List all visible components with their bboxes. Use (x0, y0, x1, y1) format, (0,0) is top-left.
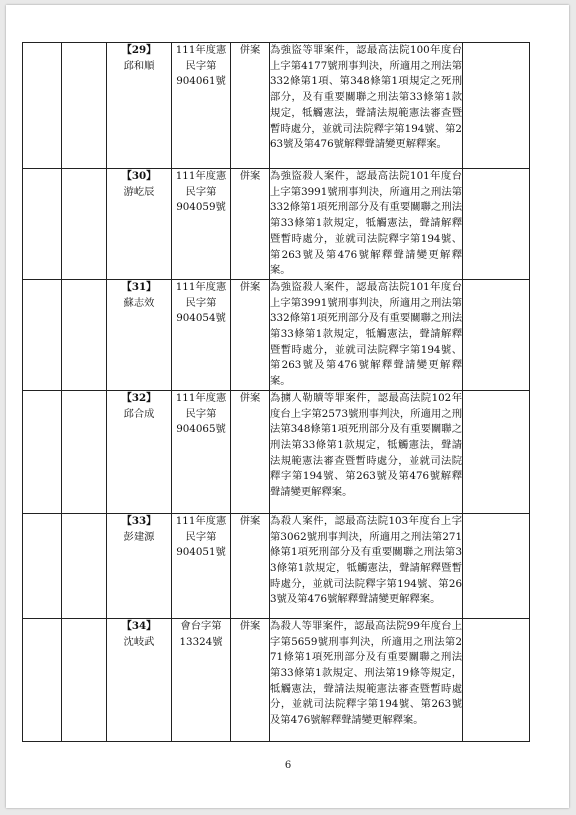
blank-cell (23, 618, 62, 741)
blank-cell (23, 169, 62, 280)
summary-cell: 為殺人等罪案件，認最高法院99年度台上字第5659號刑事判決，所適用之刑法第271條第1項死刑部分及有重要關聯之刑法第33條第1款規定、刑法第19條等規定，牴觸憲法，聲請法規範憲法審查暨暫時處分，並就司法院釋字第194號、第263號及第476號解釋聲請變更解釋案。 (270, 618, 463, 741)
blank-cell (463, 43, 530, 169)
petitioner-cell (107, 279, 172, 390)
case-number: 【31】 (121, 280, 157, 293)
case-number: 【34】 (121, 619, 157, 632)
blank-cell (23, 390, 62, 513)
petitioner-cell (107, 618, 172, 741)
blank-cell (463, 279, 530, 390)
petitioner-cell (107, 513, 172, 618)
case-no-cell: 111年度憲民字第904061號 (172, 43, 231, 169)
blank-cell (23, 513, 62, 618)
merge-cell: 併案 (231, 279, 270, 390)
petitioner-cell (107, 43, 172, 169)
table-row (23, 169, 530, 280)
blank-cell (23, 43, 62, 169)
petitioner-name: 邱和順 (123, 59, 155, 72)
case-no-cell: 會台字第13324號 (172, 618, 231, 741)
petitioner-name: 游屹辰 (123, 185, 155, 198)
case-number: 【32】 (121, 391, 157, 404)
summary-cell: 為擄人勒贖等罪案件，認最高法院102年度台上字第2573號刑事判決，所適用之刑法第348條第1項死刑部分及有重要關聯之刑法第33條第1款規定，牴觸憲法，聲請法規範憲法審查暨暫時處分，並就司法院釋字第194號、第263號及第476號解釋聲請變更解釋案。 (270, 390, 463, 513)
case-table (22, 42, 530, 742)
petitioner-name: 邱合成 (123, 407, 155, 420)
table-row (23, 513, 530, 618)
table-row (23, 43, 530, 169)
blank-cell (62, 618, 107, 741)
merge-cell: 併案 (231, 618, 270, 741)
summary-cell: 為殺人案件，認最高法院103年度台上字第3062號刑事判決，所適用之刑法第271條第1項死刑部分及有重要關聯之刑法第33條第1款規定，牴觸憲法，聲請解釋暨暫時處分，並就司法院釋字第194號、第263號及第476號解釋聲請變更解釋案。 (270, 513, 463, 618)
case-no-cell: 111年度憲民字第904051號 (172, 513, 231, 618)
blank-cell (463, 618, 530, 741)
merge-cell: 併案 (231, 513, 270, 618)
case-number: 【29】 (121, 44, 157, 56)
case-no-cell: 111年度憲民字第904065號 (172, 390, 231, 513)
petitioner-cell (107, 169, 172, 280)
summary-cell: 為強盜殺人案件，認最高法院101年度台上字第3991號刑事判決，所適用之刑法第332條第1項死刑部分及有重要關聯之刑法第33條第1款規定，牴觸憲法，聲請解釋暨暫時處分，並就司法院釋字第194號、第263號及第476號解釋聲請變更解釋案。 (270, 169, 463, 280)
table-row (23, 279, 530, 390)
page-number: 6 (284, 760, 292, 771)
blank-cell (62, 169, 107, 280)
merge-cell: 併案 (231, 43, 270, 169)
case-no-cell: 111年度憲民字第904059號 (172, 169, 231, 280)
blank-cell (463, 169, 530, 280)
blank-cell (62, 513, 107, 618)
blank-cell (463, 513, 530, 618)
case-number: 【30】 (121, 170, 157, 182)
case-number: 【33】 (121, 514, 157, 527)
blank-cell (23, 279, 62, 390)
table-row (23, 390, 530, 513)
summary-cell: 為強盜等罪案件，認最高法院100年度台上字第4177號刑事判決，所適用之刑法第332條第1項、第348條第1項規定之死刑部分，及有重要關聯之刑法第33條第1款規定，牴觸憲法，聲請法規範憲法審查暨暫時處分，並就司法院釋字第194號、第263號及第476號解釋聲請變更解釋案。 (270, 43, 463, 169)
blank-cell (463, 390, 530, 513)
blank-cell (62, 390, 107, 513)
petitioner-name: 沈岐武 (123, 635, 155, 648)
merge-cell: 併案 (231, 390, 270, 513)
petitioner-name: 蘇志效 (123, 296, 155, 309)
summary-cell: 為強盜殺人案件，認最高法院101年度台上字第3991號刑事判決，所適用之刑法第332條第1項死刑部分及有重要關聯之刑法第33條第1款規定，牴觸憲法，聲請解釋暨暫時處分，並就司法院釋字第194號、第263號及第476號解釋聲請變更解釋案。 (270, 279, 463, 390)
case-no-cell: 111年度憲民字第904054號 (172, 279, 231, 390)
petitioner-cell (107, 390, 172, 513)
case-table-body (23, 43, 530, 742)
merge-cell: 併案 (231, 169, 270, 280)
blank-cell (62, 43, 107, 169)
blank-cell (62, 279, 107, 390)
table-row (23, 618, 530, 741)
petitioner-name: 彭建源 (123, 530, 155, 543)
